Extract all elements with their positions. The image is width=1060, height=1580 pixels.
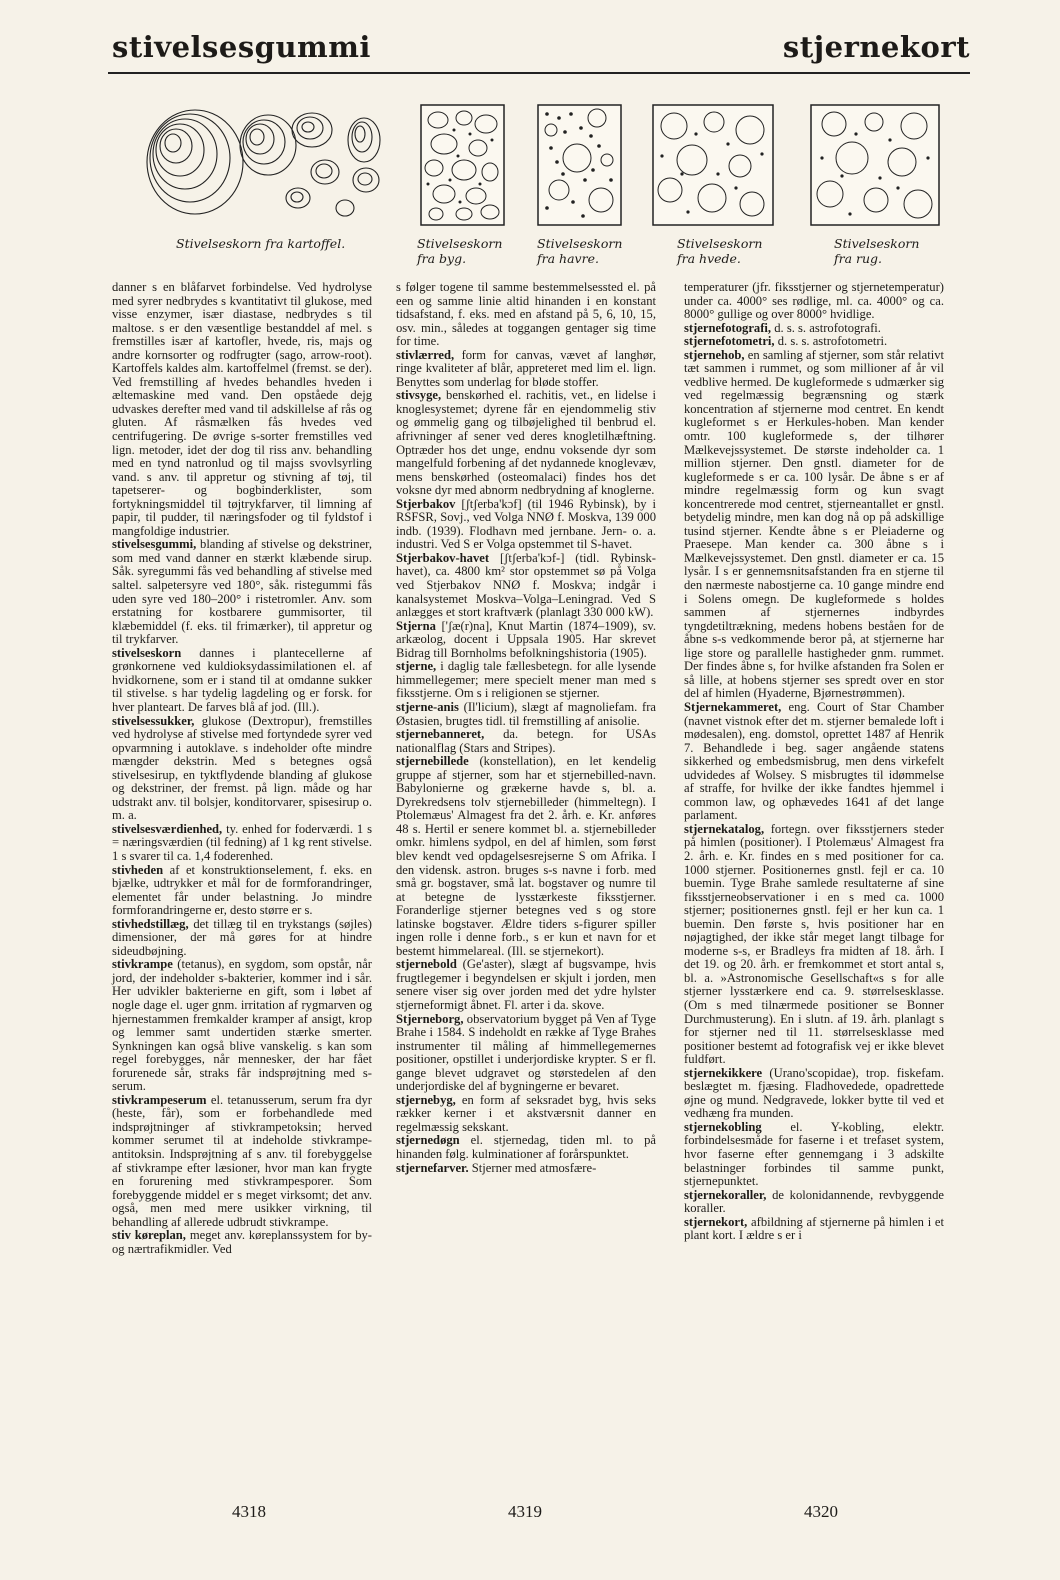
dictionary-entry (684, 1067, 944, 1121)
entry-body: (Il'licium), slægt af magnoliefam. fra Østasien, brugtes tidl. til fremstilling af anisolie. (396, 699, 656, 728)
entry-body: (Urano'scopidae), trop. fiskefam. beslægtet m. fjæsing. Fladhovedede, opadrettede øjne og mund. Nedgravede, lokker bytte til ved et vedhæng fra munden. (684, 1065, 944, 1121)
dictionary-entry (684, 1121, 944, 1189)
entry-headword: stjernekoraller, (684, 1187, 767, 1202)
dictionary-entry (396, 281, 656, 349)
dictionary-entry (396, 1162, 656, 1176)
entry-body: s følger togene til samme bestemmelsessted el. på een og samme linie altid hinanden i en konstant tidsafstand, f. eks. med en afstand på 5, 6, 10, 15, osv. min., således at toggangen gentager sig time for time. (396, 280, 656, 349)
entry-body: fortegn. over fiksstjerners steder på himlen (positioner). I Ptolemæus' Almagest fra 2. årh. e. Kr. findes en s med positioner for ca. 1000 stjerner. Positionernes gnstl. fejl er ca. 10 buemin. Tyge Brahe samlede resultaterne af sine fiksstjerneobservationer i en s med ca. 1000 stjerner; positionernes gnstl. fejl er her kun ca. 1 buemin. Den første s, hvis positioner har en nøjagtighed, der ikke står meget langt tilbage for moderne s-s, er Bradleys fra midten af 18. årh. I det 19. og 20. årh. er fremkommet et stort antal s, bl. a. »Astronomische Gesellschaft«s s for alle stjerner lysstærkere end ca. 9. størrelsesklasse. (Om s med tilnærmede positioner se Bonner Durchmusterung). En i slutn. af 19. årh. planlagt s for stjerner ned til 11. størrelsesklasse med positioner bestemt ad fotografisk vej er ikke blevet fuldført. (684, 821, 944, 1067)
dictionary-entry (112, 958, 372, 1093)
dictionary-entry (684, 322, 944, 336)
entry-body: d. s. s. astrofotografi. (774, 320, 881, 335)
text-column-3 (684, 281, 944, 1243)
wheat-caption (677, 236, 762, 266)
wheat-starch-illustration (652, 104, 774, 226)
page-number-left: 4318 (232, 1502, 266, 1521)
entry-headword: Stjerbakov-havet (396, 550, 490, 565)
entry-body: observatorium bygget på Ven af Tyge Brahe i 1584. S indeholdt en række af Tyge Brahes instrumenter til måling af himmellegemernes positioner, opstillet i underjordiske krypter. S er fl. gange blevet udgravet og størstedelen af den underjordiske del af bygningerne er bevaret. (396, 1011, 656, 1094)
entry-headword: stjernefarver. (396, 1160, 469, 1175)
entry-headword: stivelsesværdienhed, (112, 821, 223, 836)
potato-caption: Stivelseskorn fra kartoffel. (176, 236, 346, 251)
dictionary-entry (684, 349, 944, 701)
oats-caption-line-2: fra havre. (537, 251, 599, 266)
rye-caption-line-1: Stivelseskorn (834, 236, 920, 251)
entry-headword: stjernekatalog, (684, 821, 765, 836)
entry-body: form for canvas, vævet af langhør, ringe kvaliteter af blår, appreteret med lim el. lign. Benyttes som underlag for bløde stoffer. (396, 347, 656, 389)
dictionary-entry (684, 1189, 944, 1216)
entry-headword: stjernebold (396, 957, 457, 972)
entry-headword: stivelseskorn (112, 645, 182, 660)
entry-body: ['ʃæ(r)na], Knut Martin (1874–1909), sv. arkæolog, docent i Uppsala 1905. Har skrevet Bidrag till Bornholms befolkningshistoria (1905). (396, 618, 656, 660)
dictionary-entry (112, 281, 372, 538)
entry-body: dannes i plantecellerne af grønkornene ved kuldioksydassimilationen el. af hvidkornene, som er i stand til at omdanne sukker til stivelse. s har tydelig lagdeling og er forsk. for hver planteart. De farves blå af jod. (Ill.). (112, 645, 372, 714)
text-column-1 (112, 281, 372, 1256)
entry-headword: stjernekikkere (684, 1065, 763, 1080)
dictionary-entry (396, 1013, 656, 1094)
header-right-word: stjernekort (782, 30, 970, 64)
dictionary-entry (396, 701, 656, 728)
entry-body: el. tetanusserum, serum fra dyr (heste, får), som er forbehandlede med indsprøjtninger af stivkrampetoksin; herved kommer serumet til at indeholde stivkrampe-antitoksin. Indsprøjtning af s anv. til forebyggelse af stivkrampe efter læsioner, hvor man kan frygte en forurening med stivkrampesporer. Som forebyggende middel er s meget virksomt; det anv. også, men med mere usikker virkning, til behandling af allerede udbrudt stivkrampe. (112, 1092, 372, 1229)
entry-headword: stjernekort, (684, 1214, 748, 1229)
entry-body: de kolonidannende, revbyggende koraller. (684, 1187, 944, 1216)
dictionary-entry (684, 823, 944, 1067)
dictionary-entry (396, 349, 656, 390)
entry-body: [ʃtʃerba'kɔf-] (tidl. Rybinsk-havet), ca. 4800 km² stor opstemmet sø på Volga ved Stjerbakov NNØ f. Moskva; indgår i kanalsystemet Moskva–Volga–Leningrad. Ved S anlægges et stort kraftværk (planlagt 330 000 kW). (396, 550, 656, 620)
dictionary-entry (112, 918, 372, 959)
dictionary-entry (112, 647, 372, 715)
entry-headword: stivlærred, (396, 347, 455, 362)
rye-caption (834, 236, 919, 266)
entry-body: el. stjernedag, tiden ml. to på hinanden følg. kulminationer af forårspunktet. (396, 1133, 656, 1161)
entry-headword: Stjerneborg, (396, 1011, 464, 1026)
entry-headword: stivheden (112, 862, 164, 877)
entry-headword: Stjerna (396, 618, 436, 633)
entry-body: da. betegn. for USAs nationalflag (Stars and Stripes). (396, 727, 656, 755)
potato-starch-illustration (140, 100, 385, 225)
entry-body: benskørhed el. rachitis, vet., en lidelse i knoglesystemet; dyrene får en ejendommelig stiv og ømmelig gang og tilbøjelighed til benbrud el. afrivninger af sener ved deres knogletilhæftning. Optræder hos det unge, endnu voksende dyr som mangelfuld forbening af det nydannede knoglevæv, mens benskørhed (osteomalaci) findes hos det voksne dyr med abnorm nedbrydning af knoglerne. (396, 388, 656, 498)
entry-headword: stjerne-anis (396, 699, 459, 714)
entry-body: i daglig tale fællesbetegn. for alle lysende himmellegemer; mere specielt mener man med s fiksstjerne. Om s i religionen se stjerner. (396, 659, 656, 701)
entry-headword: stivelsesgummi, (112, 537, 197, 552)
rye-starch-illustration (810, 104, 940, 226)
dictionary-entry (684, 701, 944, 823)
entry-headword: stivelsessukker, (112, 713, 195, 728)
dictionary-entry (112, 823, 372, 864)
wheat-caption-line-1: Stivelseskorn (677, 236, 763, 251)
entry-body: afbildning af stjernerne på himlen i et plant kort. I ældre s er i (684, 1214, 944, 1243)
entry-body: (Ge'aster), slægt af bugsvampe, hvis frugtlegemer i begyndelsen er skjult i jorden, men senere viser sig over jorden med det ydre hylster stjerneformigt åbnet. Fl. arter i da. skove. (396, 957, 656, 1012)
text-column-2 (396, 281, 656, 1175)
entry-headword: stjernebillede (396, 754, 469, 769)
dictionary-entry (112, 864, 372, 918)
dictionary-entry (396, 620, 656, 661)
dictionary-entry (396, 389, 656, 497)
dictionary-entry (112, 538, 372, 646)
entry-headword: stiv køreplan, (112, 1228, 186, 1243)
entry-headword: stjerne, (396, 659, 437, 674)
barley-caption (417, 236, 502, 266)
dictionary-entry (112, 1094, 372, 1229)
entry-headword: stjernedøgn (396, 1133, 460, 1148)
dictionary-entry (684, 281, 944, 322)
entry-headword: stjernebyg, (396, 1092, 456, 1107)
entry-body: eng. Court of Star Chamber (navnet vistnok efter det m. stjerner bemalede loft i mødesalen), eng. domstol, oprettet 1487 af Henrik 7. Behandlede i beg. sager angående statens sikkerhed og embedsmisbrug, men dens virkefelt udvidedes af Wolsey. S misbrugtes til idømmelse af straffe, for hvilke der ikke fandtes hjemmel i common law, og ophævedes 1641 af det lange parlament. (684, 699, 944, 823)
rye-caption-line-2: fra rug. (834, 251, 883, 266)
entry-body: d. s. s. astrofotometri. (777, 334, 888, 349)
entry-body: ty. enhed for foderværdi. 1 s = næringsværdien (til fedning) af 1 kg rent stivelse. 1 s svarer til ca. 1,4 foderenhed. (112, 821, 372, 863)
dictionary-entry (112, 715, 372, 823)
entry-body: blanding af stivelse og dekstriner, som med vand danner en stærkt klæbende sirup. Såk. syregummi fås ved behandling af stivelse med saltel. salpetersyre ved 180°, såk. ristegummi fås uden syre ved 180–200° i ristetromler. Anv. som erstatning for kostbarere gummisorter, til klæbemiddel (f. eks. til frimærker), til appretur og til trykfarver. (112, 537, 372, 647)
wheat-caption-line-2: fra hvede. (677, 251, 741, 266)
entry-body: danner s en blåfarvet forbindelse. Ved hydrolyse med syrer nedbrydes s kvantitativt til glukose, med visse enzymer, især diastase, nedbrydes s til maltose. s er den væsentlige bestanddel af mel. s fremstilles især af kartofler, hvede, ris, majs og andre kornsorter og rodfrugter (sago, arrow-root). Kartoffels kaldes alm. kartoffelmel (fremst. se der). Ved fremstilling af hvedes behandles hveden i æltemaskine med vand. Den opståede dejg udvaskes derefter med vand til adskillelse af rås og gluten. Af råsmælken fås hvedes ved centrifugering. De øvrige s-sorter fremstilles ved lign. metoder, idet der dog til riss anv. behandling med en tynd natronlud og til majss svovlsyrling vand. s anv. til appretur og stivning af tøj, til tapetserer- og bogbinderklister, som fortykningsmiddel til tøjtrykfarver, til limning af papir, til pudder, til næringsfoder og til fyldstof i mangfoldige industrier. (112, 280, 372, 538)
entry-headword: stivkrampe (112, 957, 173, 972)
barley-caption-line-1: Stivelseskorn (417, 236, 503, 251)
entry-body: det tillæg til en trykstangs (søjles) dimensioner, der må gøres for at hindre sideudbøjning. (112, 916, 372, 958)
entry-headword: Stjernekammeret, (684, 699, 782, 714)
dictionary-entry (396, 552, 656, 620)
header-left-word: stivelsesgummi (112, 30, 371, 64)
dictionary-entry (396, 728, 656, 755)
oats-caption (537, 236, 622, 266)
entry-body: en samling af stjerner, som står relativt tæt sammen i rummet, og som millioner af år vil vedblive hermed. De kugleformede s udmærker sig ved regelmæssig begrænsning og stærk koncentration af stjernerne mod centret. En kendt kugleformet s er Herkules-hoben. Man kender omtr. 100 kugleformede s, der tilhører Mælkevejssystemet. De største indeholder ca. 1 million stjerner. Den gnstl. diameter for de kugleformede s er ca. 100 lysår. De åbne s er af mindre regelmæssig form og kun svagt koncentrerede mod centret, stjerneantallet er gnstl. betydelig mindre, men kan dog nå op på adskillige tusind stjerner. Kendte åbne s er Pleiaderne og Praesepe. Man kender ca. 300 åbne s i Mælkevejssystemet. Den gnstl. diameter er ca. 15 lysår. I s er gennemsnitsafstanden fra en stjerne til den nærmeste nabostjerne ca. 10 gange mindre end i Solens omegn. De kugleformede s holdes sammen af stjernernes indbyrdes tyngdetiltrækning, medens hobens beståen for de åbne s-s vedkommende beror på, at stjernerne har lige store og parallelle hastigheder gnm. rummet. Der findes åbne s, for hvilke afstanden fra Solen er så lille, at hobens stjerner ses spredt over en stor del af himlen (Hyaderne, Bjørnestrømmen). (684, 347, 944, 701)
barley-caption-line-2: fra byg. (417, 251, 467, 266)
entry-headword: stivsyge, (396, 388, 442, 403)
dictionary-entry (112, 1229, 372, 1256)
entry-body: en form af seksradet byg, hvis seks rækker kerner i et akstværsnit danner en regelmæssig sekskant. (396, 1092, 657, 1134)
entry-headword: stjernehob, (684, 347, 745, 362)
entry-body: glukose (Dextropur), fremstilles ved hydrolyse af stivelse med fortyndede syrer ved opvarmning i autoklave. s indeholder ofte mindre mængder dekstrin. Med s betegnes også stivelsesirup, en tyktflydende blanding af glukose og dekstriner, der fremst. på lign. måde og har udstrakt anv. til bolsjer, konditorvarer, spisesirup o. m. a. (112, 713, 372, 823)
dictionary-entry (396, 958, 656, 1012)
entry-headword: stjernekobling (684, 1119, 762, 1134)
page-number-right: 4320 (804, 1502, 838, 1521)
header-rule (108, 72, 970, 74)
dictionary-entry (684, 335, 944, 349)
barley-starch-illustration (420, 104, 505, 226)
entry-body: el. Y-kobling, elektr. forbindelsesmåde for faserne i et trefaset system, hvor faserne efter gennemgang i 3 adskilte belastninger forbindes til samme punkt, stjernepunktet. (684, 1119, 944, 1189)
entry-headword: stivhedstillæg, (112, 916, 189, 931)
entry-body: af et konstruktionselement, f. eks. en bjælke, udtrykker et mål for de formforandringer, elementet får under belastning. Jo mindre formforandringerne er, desto større er s. (112, 862, 372, 918)
entry-body: Stjerner med atmosfære- (471, 1160, 597, 1175)
dictionary-entry (396, 1134, 656, 1161)
oats-caption-line-1: Stivelseskorn (537, 236, 623, 251)
entry-body: temperaturer (jfr. fiksstjerner og stjernetemperatur) under ca. 4000° ses rødlige, ml. ca. 4000° og ca. 8000° gullige og over 8000° hvidlige. (684, 280, 944, 322)
dictionary-entry (396, 755, 656, 958)
dictionary-entry (396, 660, 656, 701)
entry-body: (tetanus), en sygdom, som opstår, når jord, der indeholder s-bakterier, kommer ind i sår. Her udvikler bakterierne en gift, som i løbet af nogle dage el. uger gnm. irritation af rygmarven og hjernestammen fremkalder kramper af ansigt, krop og lemmer samt undertiden stærke smerter. Synkningen kan også blive vanskelig. s kan som regel forebygges, når mennesker, der har fået forurenede sår, straks får indsprøjtning med s-serum. (112, 957, 372, 1094)
entry-headword: stjernefotografi, (684, 320, 772, 335)
entry-headword: stjernefotometri, (684, 334, 775, 349)
dictionary-entry (396, 1094, 656, 1135)
page-number-middle: 4319 (508, 1502, 542, 1521)
entry-body: (konstellation), en let kendelig gruppe af stjerner, som har et stjernebilled-navn. Babylonierne og grækerne havde s, bl. a. Dyrekredsens tolv stjernebilleder (himmeltegn). I Ptolemæus' Almagest fra det 2. årh. e. Kr. anføres 48 s. Hertil er senere kommet bl. a. stjernebilleder omkr. himlens sydpol, en del af himlen, som først blev kendt ved opdagelsesrejserne S om Afrika. I den vidensk. astron. bruges s-s navne i forb. med små gr. bogstaver, små lat. bogstaver og numre til at betegne de lysstærkeste fiksstjerner. Foranderlige stjerner betegnes ved s og store latinske bogstaver. Ældre tiders s-figurer spiller ingen rolle i denne forb., s er kun et navn for et bestemt himmelareal. (Ill. se stjernekort). (396, 754, 656, 958)
entry-body: meget anv. køreplanssystem for by- og nærtrafikmidler. Ved (112, 1228, 373, 1256)
entry-headword: stjernebanneret, (396, 727, 485, 742)
dictionary-entry (684, 1216, 944, 1243)
oats-starch-illustration (537, 104, 622, 226)
entry-headword: stivkrampeserum (112, 1092, 207, 1107)
entry-body: [ʃtʃerba'kɔf] (til 1946 Rybinsk), by i RSFSR, Sovj., ved Volga NNØ f. Moskva, 139 000 indb. (1939). Flodhavn med jernbane. Jern- o. a. industri. Ved S er Volga opstemmet til S-havet. (396, 496, 656, 552)
entry-headword: Stjerbakov (396, 496, 456, 511)
dictionary-entry (396, 498, 656, 552)
